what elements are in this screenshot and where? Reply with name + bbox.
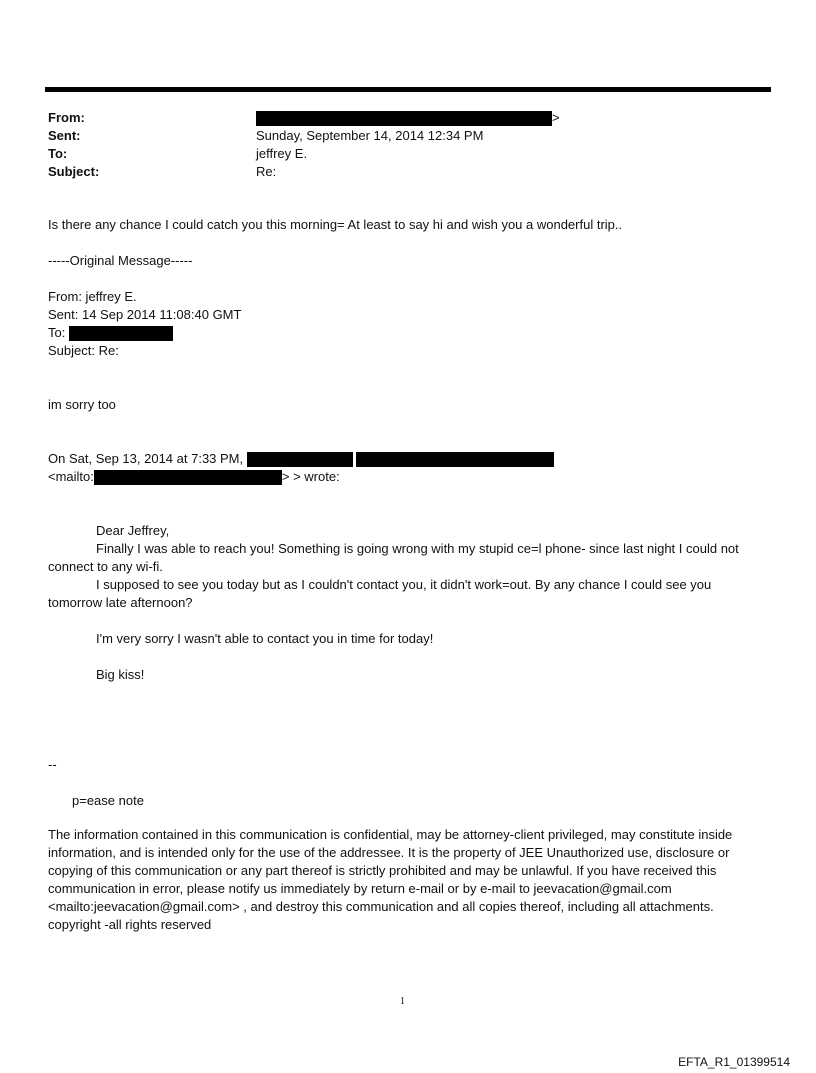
redaction-block bbox=[69, 326, 173, 341]
redaction-block bbox=[356, 452, 554, 467]
to-value: jeffrey E. bbox=[256, 146, 308, 161]
redaction-block bbox=[247, 452, 353, 467]
from-value bbox=[256, 109, 560, 127]
quote-intro bbox=[48, 450, 554, 468]
confidentiality-disclaimer: The information contained in this communication is confidential, may be attorney-client privileged, may constitute inside information, and is intended only for the use of the addressee. It is the property of JEE Unauthorized use, disclosure or copying of this communication or any part thereof is strictly prohibited and may be unlawful. If you have received this communication in error, please notify us immediately by return e-mail or by e-mail to jeevacation@gmail.com <mailto:jeevacation@gmail.com> , and destroy this communication and all copies thereof, including all attachments. copyright -all rights reserved bbox=[48, 827, 733, 932]
signature-note: p=ease note bbox=[72, 793, 144, 808]
sent-label: Sent: bbox=[48, 128, 81, 143]
original-message-marker: -----Original Message----- bbox=[48, 253, 193, 268]
header-divider bbox=[45, 87, 771, 92]
orig-subject: Subject: Re: bbox=[48, 343, 119, 358]
reply-text: im sorry too bbox=[48, 397, 116, 412]
subject-value: Re: bbox=[256, 164, 277, 179]
quote-intro-text: On Sat, Sep 13, 2014 at 7:33 PM, bbox=[48, 451, 244, 466]
message-line: Is there any chance I could catch you this morning= At least to say hi and wish you a wonderful trip.. bbox=[48, 217, 623, 232]
signature-dashes: -- bbox=[48, 757, 57, 772]
orig-to-label: To: bbox=[48, 325, 66, 340]
sent-value: Sunday, September 14, 2014 12:34 PM bbox=[256, 128, 484, 143]
mailto-suffix: > > wrote: bbox=[281, 469, 340, 484]
mailto-prefix: <mailto: bbox=[48, 469, 94, 484]
orig-from: From: jeffrey E. bbox=[48, 289, 137, 304]
to-label: To: bbox=[48, 146, 68, 161]
quote-para2-line1: I supposed to see you today but as I couldn't contact you, it didn't work=out. By any chance I could see you bbox=[96, 577, 712, 592]
quote-para1-line1: Finally I was able to reach you! Something is going wrong with my stupid ce=l phone- since last night I could not bbox=[96, 541, 739, 556]
quote-para2-line2: tomorrow late afternoon? bbox=[48, 595, 193, 610]
bates-number: EFTA_R1_01399514 bbox=[678, 1055, 790, 1069]
page-number: 1 bbox=[400, 996, 405, 1007]
orig-sent: Sent: 14 Sep 2014 11:08:40 GMT bbox=[48, 307, 242, 322]
subject-label: Subject: bbox=[48, 164, 100, 179]
quote-mailto bbox=[48, 468, 340, 486]
quote-closing: Big kiss! bbox=[96, 667, 145, 682]
from-suffix: > bbox=[552, 110, 560, 125]
from-label: From: bbox=[48, 110, 85, 125]
quote-para3: I'm very sorry I wasn't able to contact you in time for today! bbox=[96, 631, 434, 646]
quote-para1-line2: connect to any wi-fi. bbox=[48, 559, 163, 574]
quote-greeting: Dear Jeffrey, bbox=[96, 523, 170, 538]
redaction-block bbox=[256, 111, 552, 126]
orig-to bbox=[48, 324, 173, 342]
redaction-block bbox=[94, 470, 282, 485]
